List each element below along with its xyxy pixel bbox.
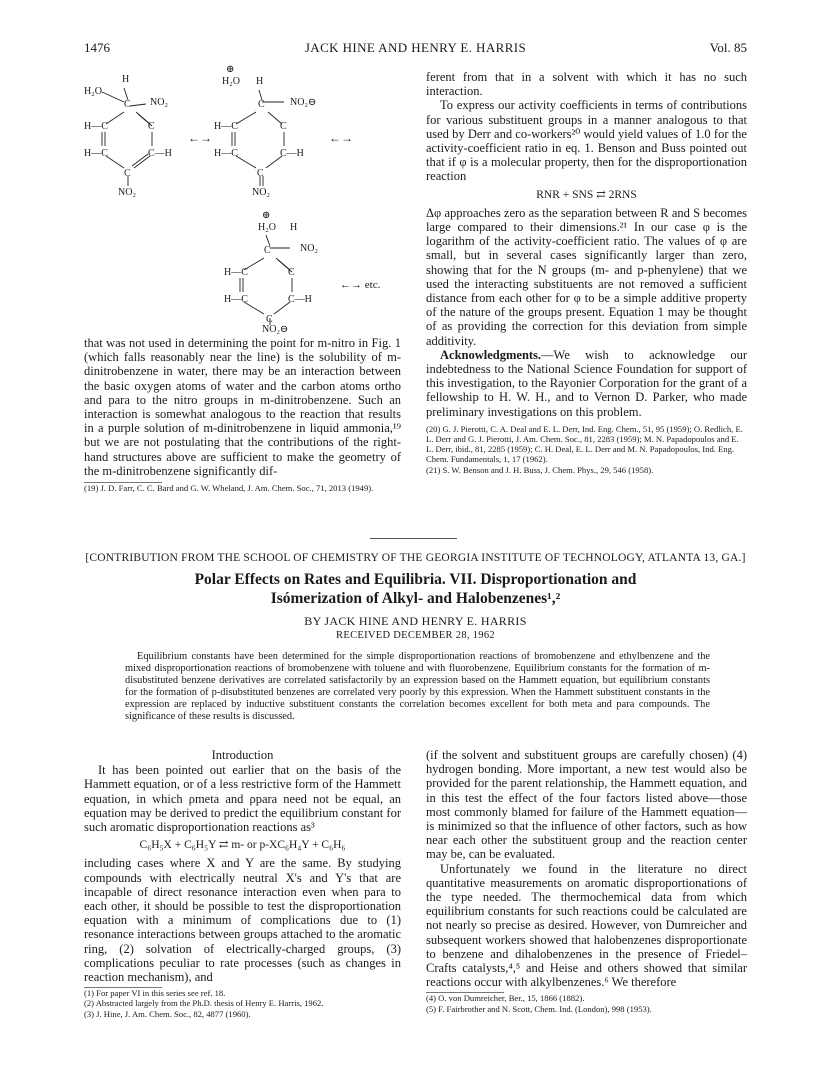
acknowledgments-heading: Acknowledgments. (440, 347, 542, 362)
s3-plus: ⊕ (262, 210, 271, 221)
s2-no2-top: NO₂⊖ (290, 97, 317, 108)
footnote-21: (21) S. W. Benson and J. H. Buss, J. Chem. Phys., 29, 546 (1958). (426, 464, 654, 475)
left-column-upper (84, 336, 401, 493)
s1-hc-upper: H—C (84, 121, 108, 132)
right-column-lower (426, 748, 747, 1014)
s2-c-top: C (258, 99, 265, 110)
contribution-line: [CONTRIBUTION FROM THE SCHOOL OF CHEMISTRY OF THE GEORGIA INSTITUTE OF TECHNOLOGY, ATLANTA 13, GA.] (85, 552, 746, 564)
resonance-arrow-etc: ←→ etc. (340, 279, 381, 291)
s3-no2-bottom: NO₂⊖ (262, 324, 289, 335)
page-number: 1476 (84, 40, 110, 55)
section-heading-introduction: Introduction (211, 748, 274, 762)
right-upper-paragraph-3: Δφ approaches zero as the separation between R and S becomes large compared to their dimensions.²¹ In our case φ is the logarithm of the activity-coefficient ratio. The values of φ are small, but in several cases significantly larger than zero, showing that for the N groups (m- and p-phenylene) that we used the interacting substituents are not removed a sufficient distance from each other for φ to be a simple additive property of the nature of the groups present. Equation 1 may be thought of as providing the correction for this deviation from simple additivity. (426, 205, 747, 348)
disproportionation-equation: RNR + SNS ⇄ 2RNS (536, 188, 637, 201)
header-volume: Vol. 85 (709, 40, 747, 55)
right-upper-paragraph-1: ferent from that in a solvent with which it has no such interaction. (426, 70, 747, 99)
introduction-paragraph-1: It has been pointed out earlier that on the basis of the Hammett equation, or of a less restrictive form of the Hammett equation, in which ρmeta and ρpara need not be equal, an equation may be derived to predict the equilibrium constant for such aromatic disproportionation reactions as³ (84, 763, 401, 835)
s3-no2-top: NO₂ (300, 243, 318, 254)
article-title-line-1: Polar Effects on Rates and Equilibria. VII. Disproportionation and (194, 571, 637, 588)
article-title-line-2: Isómerization of Alkyl- and Halobenzenes¹,² (270, 590, 561, 607)
right-lower-paragraph-2: Unfortunately we found in the literature no direct quantitative measurements on aromatic disproportionations of the type needed. The thermochemical data from which equilibrium constants for such reactions could be calculated are not nearly so precise as desired. However, von Dumreicher and subsequent workers showed that halobenzenes disproportionate to benzene and dihalobenzenes in the presence of Friedel–Crafts catalysts,⁴,⁵ and Heise and others showed that similar reactions occur with alkylbenzenes.⁶ We therefore (426, 861, 747, 990)
running-header (84, 40, 747, 56)
footnote-4: (4) O. von Dumreicher, Ber., 15, 1866 (1882). (426, 993, 585, 1004)
footnotes-left-upper (84, 482, 401, 493)
s1-c-top: C (124, 99, 131, 110)
footnotes-right-lower (426, 992, 747, 1013)
s1-hc-lower: H—C (84, 148, 108, 159)
s2-plus: ⊕ (226, 64, 235, 75)
right-lower-paragraph-1: (if the solvent and substituent groups are carefully chosen) (4) hydrogen bonding. More important, a new test would also be provided for the parent relationship, the Hammett equation, and in this test the effect of the four factors listed above—those most commonly blamed for failure of the Hammett equation—is minimized so that the influence of other factors, such as how near each other the substituent group and the reaction center may be, can be evaluated. (426, 748, 747, 862)
s2-c-bottom: C (257, 168, 264, 179)
resonance-arrow-1: ←→ (188, 131, 212, 145)
s1-h2o: H₂O (84, 86, 102, 97)
s1-no2-bottom: NO₂ (118, 187, 136, 198)
introduction-paragraph-2: including cases where X and Y are the same. By studying compounds with electrically neutral X's and Y's that are incapable of direct resonance interaction even when para to each other, it should be possible to test the disproportionation equation with a minimum of complications due to (1) resonance interactions between groups attached to the aromatic ring, (2) solvation of electrically-charged groups, (3) complications peculiar to rate processes (such as changes in reaction mechanism), and (84, 856, 401, 985)
s3-c-bottom: C (266, 314, 273, 325)
s1-c-right: C (148, 121, 155, 132)
s2-no2-bottom: NO₂ (252, 187, 270, 198)
s3-h2o: H₂O (258, 222, 276, 233)
s3-c-right: C (288, 267, 295, 278)
footnote-19: (19) J. D. Farr, C. C. Bard and G. W. Wheland, J. Am. Chem. Soc., 71, 2013 (1949). (84, 483, 374, 494)
aromatic-disproportionation-equation: C₆H₅X + C₆H₅Y ⇄ m- or p-XC₆H₄Y + C₆H₆ (139, 839, 346, 852)
footnote-1: (1) For paper VI in this series see ref. 18. (84, 988, 226, 999)
s2-hc-lower: H—C (214, 148, 238, 159)
footnote-5: (5) F. Fairbrother and N. Scott, Chem. Ind. (London), 998 (1953). (426, 1003, 652, 1014)
left-column-lower (84, 748, 401, 1019)
right-upper-paragraph-2: To express our activity coefficients in terms of contributions for various substituent groups in a manner analogous to that used by Derr and co-workers²⁰ would yield values of 1.0 for the activity-coefficient ratio in eq. 1. Benson and Buss pointed out that if φ is a molecular property, then for the disproportionation reaction (426, 98, 747, 184)
abstract-text: Equilibrium constants have been determined for the simple disproportionation reactions of bromobenzene and ethylbenzene and the mixed disproportionation reactions of bromobenzene with toluene and with fluorobenzene. Equilibrium constants for the formation of m-disubstituted benzene derivatives are correlated satisfactorily by an expression based on the Hammett equation, but equilibrium constants for the formation of p-disubstituted benzenes are correlated very poorly by this expression. When the Hammett substituent constants in the expression are replaced by inductive substituent constants the correlation becomes excellent for both meta and para compounds. The significance of these results is discussed. (125, 651, 710, 722)
footnotes-right-upper (426, 424, 747, 475)
s3-hc-lower: H—C (224, 294, 248, 305)
s2-ch: C—H (280, 148, 304, 159)
s2-h: H (256, 76, 264, 87)
resonance-arrow-2: ←→ (329, 131, 353, 145)
s3-hc-upper: H—C (224, 267, 248, 278)
left-upper-paragraph: that was not used in determining the point for m-nitro in Fig. 1 (which falls reasonably near the line) is the solubility of m-dinitrobenzene in water, there may be an interaction between the basic oxygen atoms of water and the carbon atoms ortho and para to the nitro groups in m-dinitrobenzene. Such an interaction is somewhat analogous to the reaction that results in a purple solution of m-dinitrobenzene in liquid ammonia,¹⁹ but we are not postulating that the contributions of the right-hand structures above are sufficient to make the geometry of the m-dinitrobenzene significantly dif- (84, 336, 401, 478)
s1-h: H (122, 74, 130, 85)
article-title (84, 570, 747, 608)
s3-h: H (290, 222, 298, 233)
s2-hc-upper: H—C (214, 121, 238, 132)
acknowledgments-text: —We wish to acknowledge our indebtedness to the National Science Foundation for support of this investigation, to the Rayonier Corporation for the grant of a fellowship to H. W. H., and to Vernon D. Parker, who made preliminary investigations on this problem. (426, 347, 747, 419)
s2-c-right: C (280, 121, 287, 132)
footnotes-left-lower (84, 987, 401, 1019)
footnote-2: (2) Abstracted largely from the Ph.D. thesis of Henry E. Harris, 1962. (84, 998, 324, 1009)
received-date: RECEIVED DECEMBER 28, 1962 (336, 630, 495, 641)
article-separator (370, 538, 457, 539)
right-column-upper (426, 70, 747, 475)
header-authors: JACK HINE AND HENRY E. HARRIS (304, 40, 527, 55)
s3-ch: C—H (288, 294, 312, 305)
s1-no2-top: NO₂ (150, 97, 168, 108)
structure-bonds (84, 70, 414, 335)
s1-ch: C—H (148, 148, 172, 159)
byline: BY JACK HINE AND HENRY E. HARRIS (304, 614, 527, 628)
abstract (125, 651, 710, 722)
s1-c-bottom: C (124, 168, 131, 179)
resonance-structures (84, 64, 414, 335)
s3-c-top: C (264, 245, 271, 256)
acknowledgments-paragraph (426, 348, 747, 419)
s2-h2o: H₂O (222, 76, 240, 87)
footnote-3: (3) J. Hine, J. Am. Chem. Soc., 82, 4877 (1960). (84, 1008, 251, 1019)
footnote-20: (20) G. J. Pierotti, C. A. Deal and E. L. Derr, Ind. Eng. Chem., 51, 95 (1959); O. Redlich, E. L. Derr and G. J. Pierotti, J. Am. Chem. Soc., 81, 2283 (1959); M. N. Papadopoulos and E. L. Derr, ibid., 81, 2285 (1959); C. H. Deal, E. L. Derr and M. N. Papadopoulos, Ind. Eng. Chem. Fundamentals, 1, 17 (1962). (426, 423, 743, 465)
